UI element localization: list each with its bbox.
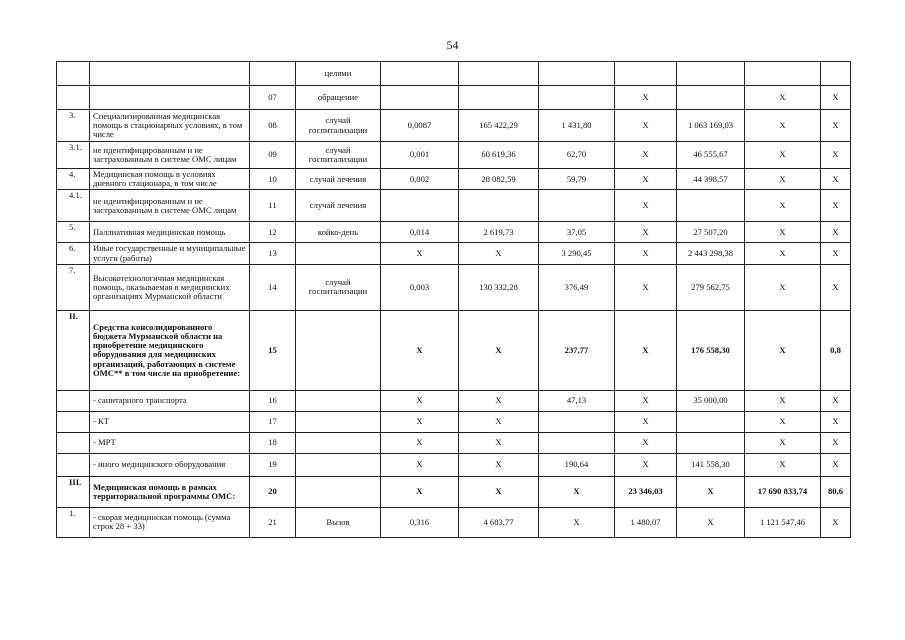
- row-number-cell: III.: [57, 476, 90, 507]
- page-number: 54: [446, 38, 459, 52]
- line-code-cell: 08: [250, 110, 296, 142]
- per-capita-oms-cell: X: [615, 453, 677, 476]
- volume-cell: X: [381, 243, 459, 264]
- total-oms-cell: [745, 62, 821, 86]
- unit-cell: случай госпитализации: [296, 142, 381, 169]
- table-row: [57, 243, 851, 264]
- per-capita-budget-cell: 59,79: [539, 169, 615, 190]
- per-capita-oms-cell: X: [615, 86, 677, 110]
- row-number-cell: II.: [57, 310, 90, 390]
- per-capita-budget-cell: [539, 62, 615, 86]
- row-number-cell: 5.: [57, 222, 90, 243]
- unit-cell: целями: [296, 62, 381, 86]
- volume-cell: X: [381, 310, 459, 390]
- per-capita-oms-cell: X: [615, 222, 677, 243]
- total-budget-cell: [677, 62, 745, 86]
- line-code-cell: 11: [250, 190, 296, 222]
- unit-cell: [296, 310, 381, 390]
- cost-per-unit-cell: [459, 190, 539, 222]
- program-financing-table: [56, 61, 851, 538]
- row-number-cell: 7.: [57, 264, 90, 310]
- per-capita-oms-cell: X: [615, 264, 677, 310]
- total-oms-cell: X: [745, 169, 821, 190]
- per-capita-budget-cell: [539, 411, 615, 432]
- row-name-cell: Специализированная медицинская помощь в стационарных условиях, в том числе: [90, 110, 250, 142]
- volume-cell: 0,316: [381, 507, 459, 537]
- total-budget-cell: 141 558,30: [677, 453, 745, 476]
- table-row: [57, 390, 851, 411]
- per-capita-oms-cell: X: [615, 310, 677, 390]
- cost-per-unit-cell: 4 683,77: [459, 507, 539, 537]
- percent-cell: X: [821, 411, 851, 432]
- row-name-cell: - санитарного транспорта: [90, 390, 250, 411]
- per-capita-oms-cell: X: [615, 190, 677, 222]
- cost-per-unit-cell: X: [459, 476, 539, 507]
- table-row: [57, 110, 851, 142]
- line-code-cell: 17: [250, 411, 296, 432]
- cost-per-unit-cell: X: [459, 310, 539, 390]
- cost-per-unit-cell: X: [459, 390, 539, 411]
- percent-cell: X: [821, 264, 851, 310]
- per-capita-budget-cell: 237,77: [539, 310, 615, 390]
- per-capita-oms-cell: 23 346,03: [615, 476, 677, 507]
- line-code-cell: 20: [250, 476, 296, 507]
- percent-cell: X: [821, 110, 851, 142]
- volume-cell: X: [381, 411, 459, 432]
- total-budget-cell: 44 398,57: [677, 169, 745, 190]
- total-oms-cell: X: [745, 190, 821, 222]
- table-row: [57, 507, 851, 537]
- per-capita-budget-cell: 47,13: [539, 390, 615, 411]
- total-oms-cell: X: [745, 453, 821, 476]
- row-number-cell: 3.: [57, 110, 90, 142]
- row-number-cell: 4.1.: [57, 190, 90, 222]
- row-number-cell: 4.: [57, 169, 90, 190]
- percent-cell: X: [821, 243, 851, 264]
- per-capita-budget-cell: [539, 190, 615, 222]
- row-name-cell: [90, 86, 250, 110]
- per-capita-oms-cell: X: [615, 390, 677, 411]
- total-oms-cell: X: [745, 142, 821, 169]
- percent-cell: X: [821, 190, 851, 222]
- table-row: [57, 411, 851, 432]
- total-oms-cell: X: [745, 86, 821, 110]
- total-oms-cell: X: [745, 432, 821, 453]
- cost-per-unit-cell: 130 332,28: [459, 264, 539, 310]
- per-capita-budget-cell: X: [539, 476, 615, 507]
- volume-cell: 0,014: [381, 222, 459, 243]
- per-capita-oms-cell: X: [615, 411, 677, 432]
- table-row: [57, 86, 851, 110]
- percent-cell: X: [821, 507, 851, 537]
- per-capita-oms-cell: X: [615, 243, 677, 264]
- total-oms-cell: X: [745, 264, 821, 310]
- total-budget-cell: [677, 432, 745, 453]
- per-capita-oms-cell: X: [615, 142, 677, 169]
- percent-cell: 80,6: [821, 476, 851, 507]
- unit-cell: случай лечения: [296, 169, 381, 190]
- percent-cell: X: [821, 86, 851, 110]
- unit-cell: [296, 390, 381, 411]
- volume-cell: X: [381, 390, 459, 411]
- table-row: [57, 264, 851, 310]
- total-budget-cell: [677, 190, 745, 222]
- unit-cell: [296, 432, 381, 453]
- table-row: [57, 453, 851, 476]
- row-number-cell: [57, 432, 90, 453]
- cost-per-unit-cell: 165 422,29: [459, 110, 539, 142]
- per-capita-budget-cell: 376,49: [539, 264, 615, 310]
- total-oms-cell: X: [745, 310, 821, 390]
- total-budget-cell: 27 507,20: [677, 222, 745, 243]
- per-capita-oms-cell: X: [615, 432, 677, 453]
- row-number-cell: [57, 390, 90, 411]
- line-code-cell: 15: [250, 310, 296, 390]
- percent-cell: 0,8: [821, 310, 851, 390]
- table-body: [57, 62, 851, 538]
- percent-cell: X: [821, 222, 851, 243]
- line-code-cell: 09: [250, 142, 296, 169]
- unit-cell: случай госпитализации: [296, 110, 381, 142]
- line-code-cell: 07: [250, 86, 296, 110]
- row-number-cell: [57, 411, 90, 432]
- cost-per-unit-cell: 2 619,73: [459, 222, 539, 243]
- row-number-cell: 1.: [57, 507, 90, 537]
- table-row: [57, 142, 851, 169]
- table-row: [57, 62, 851, 86]
- volume-cell: 0,001: [381, 142, 459, 169]
- total-budget-cell: X: [677, 507, 745, 537]
- total-budget-cell: 46 555,67: [677, 142, 745, 169]
- row-name-cell: Средства консолидированного бюджета Мурманской области на приобретение медицинского оборудования для медицинских организаций, работающих в системе ОМС** в том числе на приобретение:: [90, 310, 250, 390]
- row-name-cell: - КТ: [90, 411, 250, 432]
- total-budget-cell: 1 063 169,03: [677, 110, 745, 142]
- volume-cell: X: [381, 432, 459, 453]
- per-capita-budget-cell: 1 431,80: [539, 110, 615, 142]
- total-budget-cell: [677, 86, 745, 110]
- volume-cell: [381, 190, 459, 222]
- volume-cell: X: [381, 453, 459, 476]
- per-capita-budget-cell: 3 290,45: [539, 243, 615, 264]
- unit-cell: [296, 453, 381, 476]
- line-code-cell: 16: [250, 390, 296, 411]
- total-oms-cell: X: [745, 411, 821, 432]
- line-code-cell: 12: [250, 222, 296, 243]
- row-number-cell: [57, 62, 90, 86]
- total-budget-cell: 35 000,00: [677, 390, 745, 411]
- volume-cell: X: [381, 476, 459, 507]
- line-code-cell: 18: [250, 432, 296, 453]
- cost-per-unit-cell: [459, 86, 539, 110]
- per-capita-budget-cell: [539, 86, 615, 110]
- unit-cell: случай госпитализации: [296, 264, 381, 310]
- row-name-cell: не идентифицированным и не застрахованным в системе ОМС лицам: [90, 190, 250, 222]
- line-code-cell: 10: [250, 169, 296, 190]
- line-code-cell: 14: [250, 264, 296, 310]
- row-name-cell: Высокотехнологичная медицинская помощь, оказываемая в медицинских организациях Мурманской области: [90, 264, 250, 310]
- per-capita-budget-cell: 62,70: [539, 142, 615, 169]
- percent-cell: X: [821, 142, 851, 169]
- percent-cell: X: [821, 169, 851, 190]
- row-number-cell: 6.: [57, 243, 90, 264]
- unit-cell: койко-день: [296, 222, 381, 243]
- unit-cell: [296, 243, 381, 264]
- total-oms-cell: X: [745, 222, 821, 243]
- row-name-cell: [90, 62, 250, 86]
- total-budget-cell: 279 562,75: [677, 264, 745, 310]
- percent-cell: [821, 62, 851, 86]
- line-code-cell: 19: [250, 453, 296, 476]
- unit-cell: [296, 411, 381, 432]
- row-name-cell: - иного медицинского оборудования: [90, 453, 250, 476]
- per-capita-oms-cell: X: [615, 169, 677, 190]
- total-budget-cell: X: [677, 476, 745, 507]
- unit-cell: [296, 476, 381, 507]
- cost-per-unit-cell: 28 082,59: [459, 169, 539, 190]
- row-name-cell: не идентифицированным и не застрахованным в системе ОМС лицам: [90, 142, 250, 169]
- per-capita-oms-cell: 1 480,07: [615, 507, 677, 537]
- total-oms-cell: X: [745, 110, 821, 142]
- table-row: [57, 310, 851, 390]
- volume-cell: 0,002: [381, 169, 459, 190]
- per-capita-oms-cell: [615, 62, 677, 86]
- per-capita-oms-cell: X: [615, 110, 677, 142]
- cost-per-unit-cell: X: [459, 243, 539, 264]
- percent-cell: X: [821, 453, 851, 476]
- unit-cell: обращение: [296, 86, 381, 110]
- volume-cell: 0,0087: [381, 110, 459, 142]
- row-number-cell: [57, 86, 90, 110]
- total-budget-cell: [677, 411, 745, 432]
- cost-per-unit-cell: X: [459, 432, 539, 453]
- total-oms-cell: 17 690 833,74: [745, 476, 821, 507]
- total-oms-cell: 1 121 547,46: [745, 507, 821, 537]
- table-row: [57, 190, 851, 222]
- total-budget-cell: 176 558,30: [677, 310, 745, 390]
- per-capita-budget-cell: 37,05: [539, 222, 615, 243]
- row-name-cell: Медицинская помощь в условиях дневного стационара, в том числе: [90, 169, 250, 190]
- cost-per-unit-cell: [459, 62, 539, 86]
- total-oms-cell: X: [745, 390, 821, 411]
- per-capita-budget-cell: 190,64: [539, 453, 615, 476]
- row-number-cell: [57, 453, 90, 476]
- percent-cell: X: [821, 390, 851, 411]
- row-number-cell: 3.1.: [57, 142, 90, 169]
- row-name-cell: Паллиативная медицинская помощь: [90, 222, 250, 243]
- line-code-cell: 21: [250, 507, 296, 537]
- table-row: [57, 169, 851, 190]
- line-code-cell: [250, 62, 296, 86]
- row-name-cell: Иные государственные и муниципальные услуги (работы): [90, 243, 250, 264]
- per-capita-budget-cell: X: [539, 507, 615, 537]
- volume-cell: [381, 86, 459, 110]
- volume-cell: [381, 62, 459, 86]
- percent-cell: X: [821, 432, 851, 453]
- total-budget-cell: 2 443 298,38: [677, 243, 745, 264]
- per-capita-budget-cell: [539, 432, 615, 453]
- cost-per-unit-cell: X: [459, 453, 539, 476]
- total-oms-cell: X: [745, 243, 821, 264]
- volume-cell: 0,003: [381, 264, 459, 310]
- line-code-cell: 13: [250, 243, 296, 264]
- row-name-cell: Медицинская помощь в рамках территориальной программы ОМС:: [90, 476, 250, 507]
- unit-cell: случай лечения: [296, 190, 381, 222]
- cost-per-unit-cell: 60 619,36: [459, 142, 539, 169]
- row-name-cell: - скорая медицинская помощь (сумма строк 28 + 33): [90, 507, 250, 537]
- table-row: [57, 432, 851, 453]
- unit-cell: Вызов: [296, 507, 381, 537]
- table-row: [57, 476, 851, 507]
- cost-per-unit-cell: X: [459, 411, 539, 432]
- table-row: [57, 222, 851, 243]
- row-name-cell: - МРТ: [90, 432, 250, 453]
